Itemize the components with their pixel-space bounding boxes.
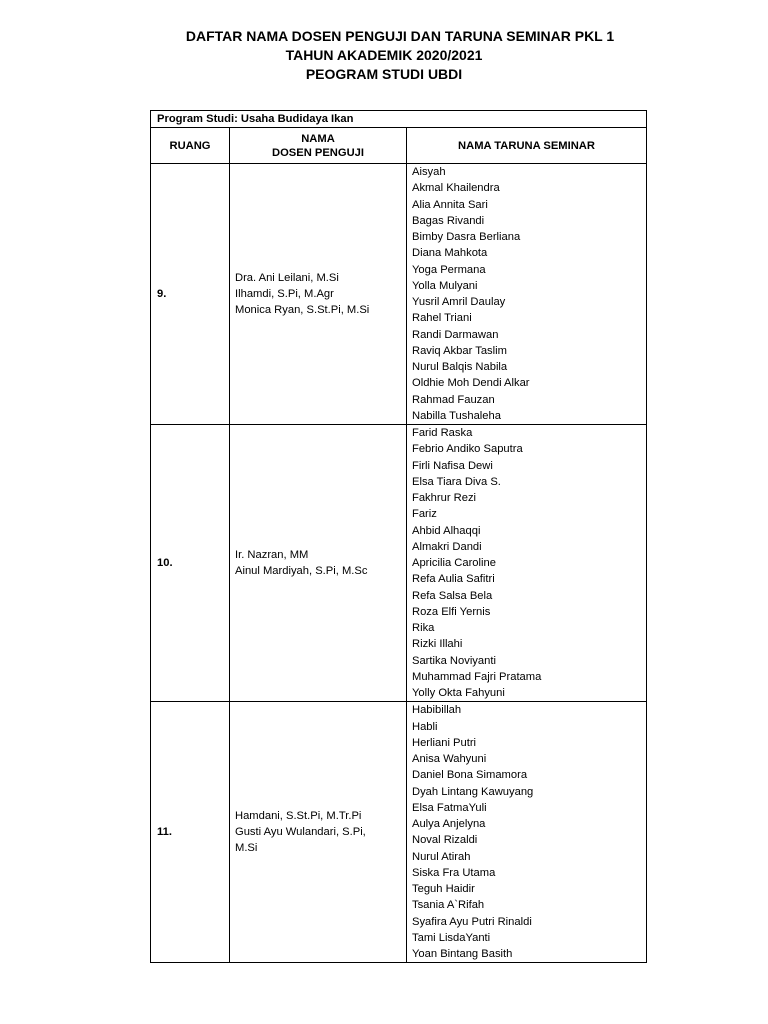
taruna-name: Fakhrur Rezi — [412, 492, 477, 504]
taruna-name: Oldhie Moh Dendi Alkar — [412, 377, 530, 390]
dosen-name: Dra. Ani Leilani, M.Si — [235, 272, 339, 284]
taruna-list — [407, 164, 647, 425]
taruna-name: Fariz — [412, 508, 437, 521]
taruna-name: Apricilia Caroline — [412, 557, 496, 569]
taruna-name: Habibillah — [412, 704, 462, 717]
table-row — [151, 164, 647, 425]
taruna-name: Refa Aulia Safitri — [412, 573, 495, 586]
taruna-name: Roza Elfi Yernis — [412, 605, 491, 618]
ruang-number: 10. — [151, 425, 230, 702]
taruna-name: Rahmad Fauzan — [412, 393, 495, 406]
dosen-name: Monica Ryan, S.St.Pi, M.Si — [235, 304, 370, 316]
taruna-name: Nurul Atirah — [412, 850, 471, 863]
taruna-name: Anisa Wahyuni — [412, 753, 487, 765]
taruna-name: Randi Darmawan — [412, 328, 499, 341]
program-row — [151, 111, 647, 128]
taruna-name: Aulya Anjelyna — [412, 818, 486, 830]
table-row — [151, 425, 647, 702]
taruna-name: Rahel Triani — [412, 312, 472, 325]
dosen-list — [230, 164, 407, 425]
taruna-name: Tami LisdaYanti — [412, 931, 491, 944]
taruna-name: Daniel Bona Simamora — [412, 769, 528, 782]
taruna-name: Tsania A`Rifah — [412, 899, 485, 912]
taruna-name: Nabilla Tushaleha — [412, 409, 501, 422]
taruna-name: Syafira Ayu Putri Rinaldi — [412, 915, 532, 928]
taruna-name: Muhammad Fajri Pratama — [412, 670, 542, 683]
taruna-list — [407, 702, 647, 963]
taruna-name: Almakri Dandi — [412, 540, 482, 553]
dosen-list — [230, 702, 407, 963]
dosen-name: M.Si — [235, 842, 258, 855]
taruna-name: Firli Nafisa Dewi — [412, 459, 493, 472]
dosen-name: Gusti Ayu Wulandari, S.Pi, — [235, 826, 366, 839]
dosen-name: Ainul Mardiyah, S.Pi, M.Sc — [235, 565, 368, 578]
header-dosen-line1: NAMA — [301, 132, 335, 145]
taruna-name: Habli — [412, 720, 438, 733]
taruna-name: Bagas Rivandi — [412, 214, 485, 227]
document-header — [0, 27, 768, 84]
taruna-name: Alia Annita Sari — [412, 198, 488, 211]
taruna-name: Sartika Noviyanti — [412, 654, 496, 667]
document-title-line2: TAHUN AKADEMIK 2020/2021 — [285, 47, 483, 63]
taruna-name: Febrio Andiko Saputra — [412, 443, 523, 456]
taruna-name: Akmal Khailendra — [412, 182, 500, 195]
taruna-name: Yolla Mulyani — [412, 279, 478, 292]
taruna-name: Farid Raska — [412, 427, 473, 439]
document-title-line1: DAFTAR NAMA DOSEN PENGUJI DAN TARUNA SEMINAR PKL 1 — [185, 28, 615, 44]
ruang-number: 11. — [151, 702, 230, 963]
taruna-name: Elsa Tiara Diva S. — [412, 475, 501, 488]
header-taruna: NAMA TARUNA SEMINAR — [407, 128, 647, 164]
header-dosen-line2: DOSEN PENGUJI — [271, 146, 364, 159]
header-ruang: RUANG — [151, 128, 230, 164]
taruna-name: Raviq Akbar Taslim — [412, 344, 507, 357]
program-label: Program Studi: Usaha Budidaya Ikan — [151, 111, 647, 128]
taruna-name: Teguh Haidir — [412, 883, 475, 895]
ruang-number: 9. — [151, 164, 230, 425]
taruna-name: Noval Rizaldi — [412, 834, 478, 847]
table-header-row — [151, 128, 647, 164]
taruna-name: Aisyah — [412, 166, 446, 178]
taruna-name: Refa Salsa Bela — [412, 589, 493, 602]
taruna-name: Rizki Illahi — [412, 638, 463, 651]
dosen-name: Ilhamdi, S.Pi, M.Agr — [235, 288, 334, 300]
taruna-name: Ahbid Alhaqqi — [412, 524, 481, 537]
table-row — [151, 702, 647, 963]
taruna-name: Yoga Permana — [412, 263, 486, 276]
taruna-name: Diana Mahkota — [412, 247, 488, 260]
taruna-name: Dyah Lintang Kawuyang — [412, 785, 534, 798]
taruna-name: Siska Fra Utama — [412, 866, 496, 879]
taruna-name: Herliani Putri — [412, 736, 477, 749]
taruna-list — [407, 425, 647, 702]
examiner-table — [150, 110, 647, 963]
taruna-name: Yoan Bintang Basith — [412, 948, 513, 960]
header-dosen — [230, 128, 407, 164]
taruna-name: Yolly Okta Fahyuni — [412, 687, 505, 699]
taruna-name: Bimby Dasra Berliana — [412, 231, 521, 243]
dosen-list — [230, 425, 407, 702]
document-title-line3: PEOGRAM STUDI UBDI — [305, 66, 463, 82]
taruna-name: Elsa FatmaYuli — [412, 801, 487, 814]
taruna-name: Nurul Balqis Nabila — [412, 361, 508, 373]
taruna-name: Rika — [412, 622, 435, 634]
taruna-name: Yusril Amril Daulay — [412, 296, 506, 308]
dosen-name: Hamdani, S.St.Pi, M.Tr.Pi — [235, 810, 362, 823]
dosen-name: Ir. Nazran, MM — [235, 549, 309, 562]
